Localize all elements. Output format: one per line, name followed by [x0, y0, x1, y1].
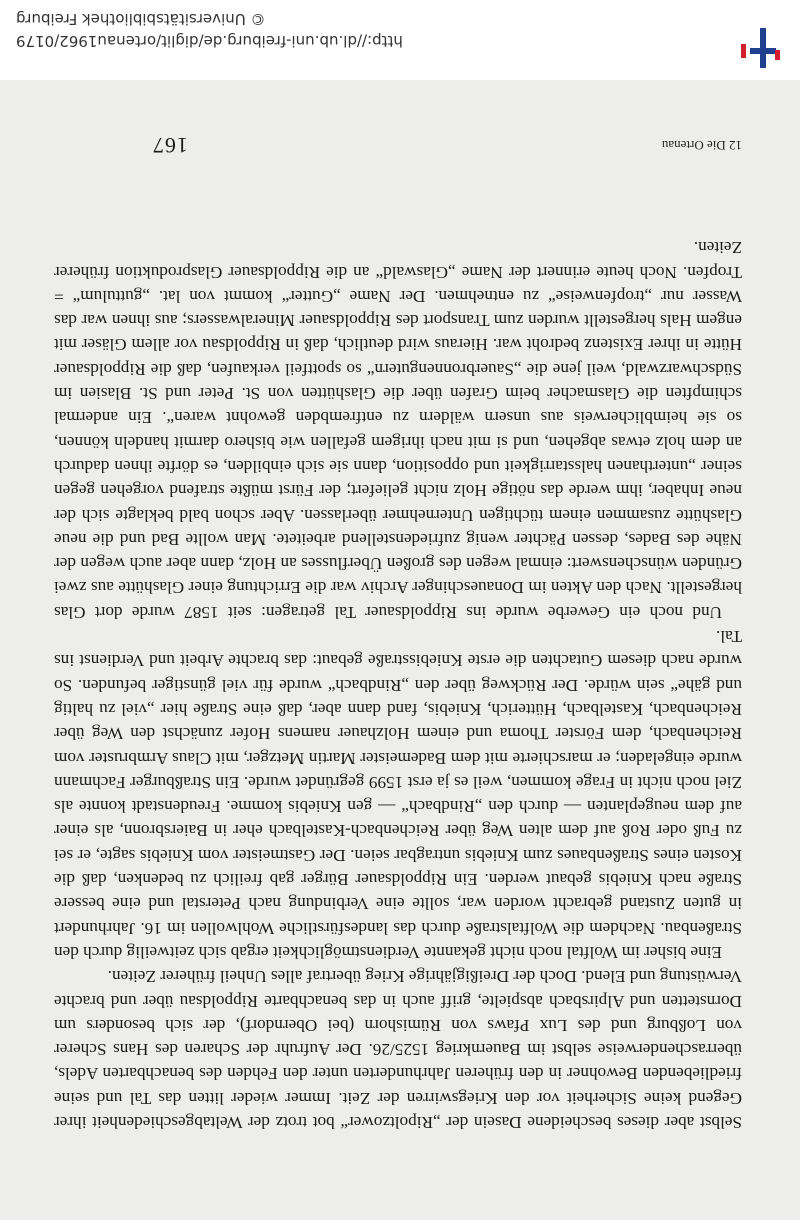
paragraph: Selbst aber dieses bescheidene Dasein der „Ripoltzower“ bot trotz der Weltabgeschiedenheit ihrer Gegend keine Sicherheit vor den Kriegswirren der Zeit. Immer wieder litten das Tal und seine friedliebenden Bewohner in den früheren Jahrhunderten unter den Fehden des benachbarten Adels, überraschenderweise selbst im Bauernkrieg 1525/26. Der Aufruhr der Scharen des Hans Scherer von Loßburg und des Lux Pfaws von Rümishorn (bei Oberndorf), der sich besonders um Dornstetten und Alpirsbach abspielte, griff auch in das benachbarte Rippoldsau über und brachte Verwüstung und Elend. Doch der Dreißigjährige Krieg übertraf alles Unheil früherer Zeiten.: [54, 967, 742, 1132]
page-url[interactable]: http://dl.ub.uni-freiburg.de/diglit/ortenau1962/0179: [16, 32, 403, 50]
viewer-header: [0, 0, 800, 80]
university-library-logo-icon: [734, 28, 780, 68]
body-text: [54, 235, 742, 1134]
paragraph: Und noch ein Gewerbe wurde ins Rippoldsauer Tal getragen: seit 1587 wurde dort Glas hergestellt. Nach den Akten im Donaueschinger Archiv war die Errichtung einer Glashütte aus zwei Gründen wünschenswert: einmal wegen des großen Überflusses an Holz, dann aber auch wegen der Nähe des Bades, dessen Pächter wenig zufriedenstellend arbeitete. Man wollte Bad und die neue Glashütte zusammen einem tüchtigen Unternehmer überlassen. Aber schon bald beklagte sich der neue Inhaber, ihm werde das nötige Holz nicht geliefert; der Fürst müßte strafend vorgehen gegen seiner „unterthanen halsstarrigkeit und opposition, dann sie sich einbilden, es dörfte ihnen dadurch an dem holz etwas abgehen, und si mit nach ihrigem gefallen wie bishero darmit handeln können, so sie heimblicherweis aus unsern wäldern zu entfrembden gewohnt waren“. Ein andermal schimpften die Glasmacher beim Grafen über die Glashütten von St. Peter und St. Blasien im Südschwarzwald, weil jene die „Sauerbronnengutern“ so spottfeil verkaufen, daß die Rippoldsauer Hütte in ihrer Existenz bedroht war. Hieraus wird deutlich, daß in Rippoldsau vor allem Gläser mit engem Hals hergestellt wurden zum Transport des Rippoldsauer Mineralwassers; aus ihnen war das Wasser nur „tropfenweise“ zu entnehmen. Der Name „Gutter“ kommt von lat. „guttulum“ = Tropfen. Noch heute erinnert der Name „Glaswald“ an die Rippoldsauer Glasproduktion früherer Zeiten.: [54, 238, 742, 622]
page-number: 167: [152, 133, 188, 158]
running-head: 12 Die Ortenau: [661, 138, 742, 153]
paragraph: Eine bisher im Wolftal noch nicht gekannte Verdienstmöglichkeit ergab sich zeitweilig durch den Straßenbau. Nachdem die Wolftalstraße durch das landesfürstliche Wohlwollen im 16. Jahrhundert in guten Zustand gebracht worden war, sollte eine Verbindung nach Peterstal und eine bessere Straße nach Kniebis gebaut werden. Ein Rippoldsauer Bürger gab freilich zu bedenken, daß die Kosten eines Straßenbaues zum Kniebis untragbar seien. Der Gastmeister vom Kniebis sagte, er sei zu Fuß oder Roß auf dem alten Weg über Reichenbach-Kastelbach eher in Baiersbronn, als einer auf dem neugeplanten — durch den „Rindbach“ — gen Kniebis komme. Freudenstadt konnte als Ziel noch nicht in Frage kommen, weil es ja erst 1599 gegründet wurde. Ein Straßburger Fachmann wurde eingeladen; er marschierte mit dem Bademeister Martin Metzger, mit Claus Armbruster vom Reichenbach, dem Förster Thoma und einem Holzhauer namens Hofer zunächst den Weg über Reichenbach, Kastelbach, Hütterich, Kniebis, fand dann aber, daß eine Straße hier „viel zu haltig und gähe“ sein würde. Der Rückweg über den „Rindbach“ wurde für viel günstiger befunden. So wurde nach diesem Gutachten die erste Kniebisstraße gebaut: das brachte Arbeit und Verdienst ins Tal.: [54, 627, 742, 962]
copyright-notice: © Universitätsbibliothek Freiburg: [16, 10, 266, 28]
